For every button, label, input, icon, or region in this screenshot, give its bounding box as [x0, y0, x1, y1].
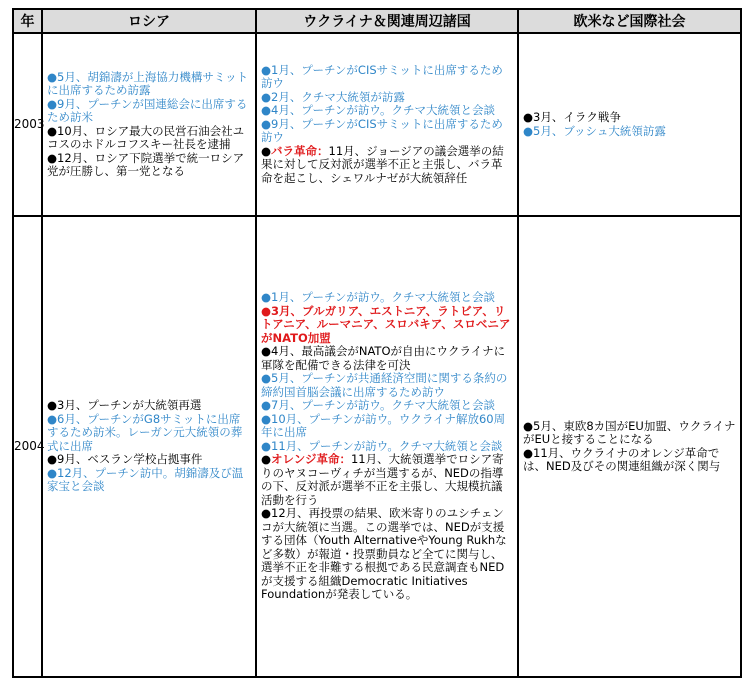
- international-cell: [518, 33, 741, 216]
- event-text: ●7月、プーチンが訪ウ。クチマ大統領と会談: [261, 398, 496, 413]
- event-item: [523, 125, 736, 139]
- event-text: ●9月、プーチンがCISサミットに出席するため訪ウ: [261, 116, 503, 145]
- event-text: 11月、大統領選挙でロシア寄りのヤヌコーヴィチが当選するが、NEDの指導の下、反対派が選挙不正を主張し、大規模抗議活動を行う: [261, 452, 504, 507]
- event-item: [47, 413, 251, 454]
- event-text: ●1月、プーチンが訪ウ。クチマ大統領と会談: [261, 290, 496, 305]
- event-text: ●6月、プーチンがG8サミットに出席するため訪米。レーガン元大統領の葬式に出席: [47, 411, 243, 453]
- year-cell: 2003: [13, 33, 42, 216]
- ukraine-cell: [256, 216, 518, 677]
- table-row: [13, 216, 741, 677]
- event-item: [261, 91, 513, 105]
- russia-cell: [42, 33, 256, 216]
- event-item: [261, 372, 513, 399]
- event-text: ●3月、イラク戦争: [523, 110, 621, 124]
- event-text: ●12月、ロシア下院選挙で統一ロシア党が圧勝し、第一党となる: [47, 150, 245, 178]
- event-text: ●10月、プーチンが訪ウ。ウクライナ解放60周年に出席: [261, 411, 506, 440]
- table-row: [13, 33, 741, 216]
- event-item: [261, 345, 513, 372]
- bullet: ●: [261, 303, 272, 318]
- header-russia: ロシア: [42, 9, 256, 33]
- event-item: [261, 145, 513, 186]
- header-international: 欧米など国際社会: [518, 9, 741, 33]
- event-item: [261, 291, 513, 305]
- event-text: ●12月、再投票の結果、欧米寄りのユシチェンコが大統領に当選。この選挙では、NEDが支援する団体（Youth AlternativeやYoung Rukhなど多数）が報道・投票動員など全てに関与し、選挙不正を非難する根拠である民意調査もNEDが支援する組織Democratic Initiatives Foundationが発表している。: [261, 506, 507, 602]
- event-text: ●9月、プーチンが国連総会に出席するため訪米: [47, 96, 248, 124]
- history-table: [12, 8, 742, 678]
- event-item: [261, 440, 513, 454]
- event-text: 3月、ブルガリア、エストニア、ラトビア、リトアニア、ルーマニア、スロバキア、スロベニアがNATO加盟: [261, 303, 511, 345]
- event-item: [47, 152, 251, 179]
- russia-cell: [42, 216, 256, 677]
- event-highlight: オレンジ革命：: [271, 452, 351, 467]
- event-item: [261, 104, 513, 118]
- event-item: [47, 71, 251, 98]
- table-header-row: [13, 9, 741, 33]
- event-text: ●2月、クチマ大統領が訪露: [261, 89, 405, 104]
- event-item: [523, 420, 736, 447]
- event-item: [47, 125, 251, 152]
- bullet: ●: [261, 143, 272, 158]
- event-item: [261, 413, 513, 440]
- event-text: ●4月、最高議会がNATOが自由にウクライナに軍隊を配備できる法律を可決: [261, 344, 506, 372]
- event-text: ●5月、プーチンが共通経済空間に関する条約の締約国首脳会議に出席するため訪ウ: [261, 371, 508, 399]
- event-item: [261, 507, 513, 602]
- event-item: [261, 64, 513, 91]
- event-item: [523, 447, 736, 474]
- event-item: [47, 467, 251, 494]
- event-text: ●5月、胡錦濤が上海協力機構サミットに出席するため訪露: [47, 69, 249, 97]
- event-item: [47, 98, 251, 125]
- event-item: [47, 399, 251, 413]
- event-text: ●3月、プーチンが大統領再選: [47, 398, 202, 413]
- bullet: ●: [261, 452, 272, 467]
- international-cell: [518, 216, 741, 677]
- event-item: [523, 111, 736, 125]
- event-text: ●5月、ブッシュ大統領訪露: [523, 123, 666, 138]
- event-item: [261, 118, 513, 145]
- event-text: ●9月、ベスラン学校占拠事件: [47, 452, 203, 467]
- event-text: ●5月、東欧8カ国がEU加盟、ウクライナがEUと接することになる: [523, 418, 736, 446]
- event-highlight: バラ革命：: [271, 143, 329, 158]
- year-cell: 2004: [13, 216, 42, 677]
- event-text: ●4月、プーチンが訪ウ。クチマ大統領と会談: [261, 103, 496, 118]
- event-text: ●1月、プーチンがCISサミットに出席するため訪ウ: [261, 62, 503, 91]
- event-item: [47, 453, 251, 467]
- event-text: ●12月、プーチン訪中。胡錦濤及び温家宝と会談: [47, 465, 244, 494]
- event-text: ●10月、ロシア最大の民営石油会社ユコスのホドルコフスキー社長を逮捕: [47, 123, 245, 151]
- header-year: 年: [13, 9, 42, 33]
- ukraine-cell: [256, 33, 518, 216]
- event-text: ●11月、ウクライナのオレンジ革命では、NED及びその関連組織が深く関与: [523, 445, 721, 473]
- event-text: 11月、ジョージアの議会選挙の結果に対して反対派が選挙不正と主張し、バラ革命を起こし、シェワルナゼが大統領辞任: [261, 143, 504, 185]
- event-text: ●11月、プーチンが訪ウ。クチマ大統領と会談: [261, 438, 503, 453]
- event-item: [261, 453, 513, 507]
- event-item: [261, 399, 513, 413]
- event-item: [261, 305, 513, 346]
- header-ukraine: ウクライナ＆関連周辺諸国: [256, 9, 518, 33]
